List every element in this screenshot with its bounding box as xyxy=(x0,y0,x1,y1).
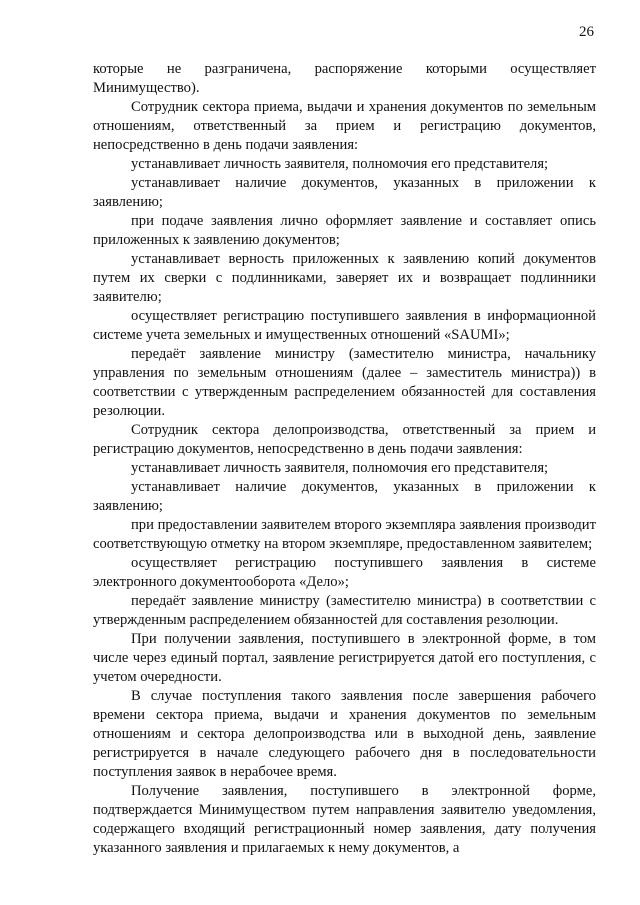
paragraph: В случае поступления такого заявления после завершения рабочего времени сектора приема, выдачи и хранения документов по земельным отношениям и сектора делопроизводства или в выходной день, заявление регистрируется в начале следующего рабочего дня в последовательности поступления заявок в нерабочее время. xyxy=(93,688,596,780)
paragraph: Сотрудник сектора приема, выдачи и хранения документов по земельным отношениям, ответственный за прием и регистрацию документов, непосредственно в день подачи заявления: xyxy=(93,99,596,153)
paragraph: передаёт заявление министру (заместителю министра) в соответствии с утвержденным распределением обязанностей для составления резолюции. xyxy=(93,593,596,628)
paragraph: устанавливает личность заявителя, полномочия его представителя; xyxy=(131,460,549,476)
paragraph: которые не разграничена, распоряжение которыми осуществляет Минимущество). xyxy=(93,61,596,96)
document-body xyxy=(93,60,596,858)
paragraph: устанавливает личность заявителя, полномочия его представителя; xyxy=(131,156,549,172)
paragraph: Получение заявления, поступившего в электронной форме, подтверждается Минимуществом путем направления заявителю уведомления, содержащего входящий регистрационный номер заявления, дату получения указанного заявления и прилагаемых к нему документов, а xyxy=(93,783,596,856)
paragraph: При получении заявления, поступившего в электронной форме, в том числе через единый портал, заявление регистрируется датой его поступления, с учетом очередности. xyxy=(93,631,596,685)
paragraph: при предоставлении заявителем второго экземпляра заявления производит соответствующую отметку на втором экземпляре, предоставленном заявителем; xyxy=(93,517,596,552)
paragraph: при подаче заявления лично оформляет заявление и составляет опись приложенных к заявлению документов; xyxy=(93,213,596,248)
page-number: 26 xyxy=(579,24,594,40)
paragraph: передаёт заявление министру (заместителю министра, начальнику управления по земельным отношениям (далее – заместитель министра)) в соответствии с утвержденным распределением обязанностей для составления резолюции. xyxy=(93,346,596,419)
paragraph: устанавливает наличие документов, указанных в приложении к заявлению; xyxy=(93,479,596,514)
paragraph: Сотрудник сектора делопроизводства, ответственный за прием и регистрацию документов, непосредственно в день подачи заявления: xyxy=(93,422,596,457)
paragraph: устанавливает верность приложенных к заявлению копий документов путем их сверки с подлинниками, заверяет их и возвращает подлинники заявителю; xyxy=(93,251,596,305)
paragraph: устанавливает наличие документов, указанных в приложении к заявлению; xyxy=(93,175,596,210)
paragraph: осуществляет регистрацию поступившего заявления в информационной системе учета земельных и имущественных отношений «SAUMI»; xyxy=(93,308,596,343)
paragraph: осуществляет регистрацию поступившего заявления в системе электронного документооборота «Дело»; xyxy=(93,555,596,590)
